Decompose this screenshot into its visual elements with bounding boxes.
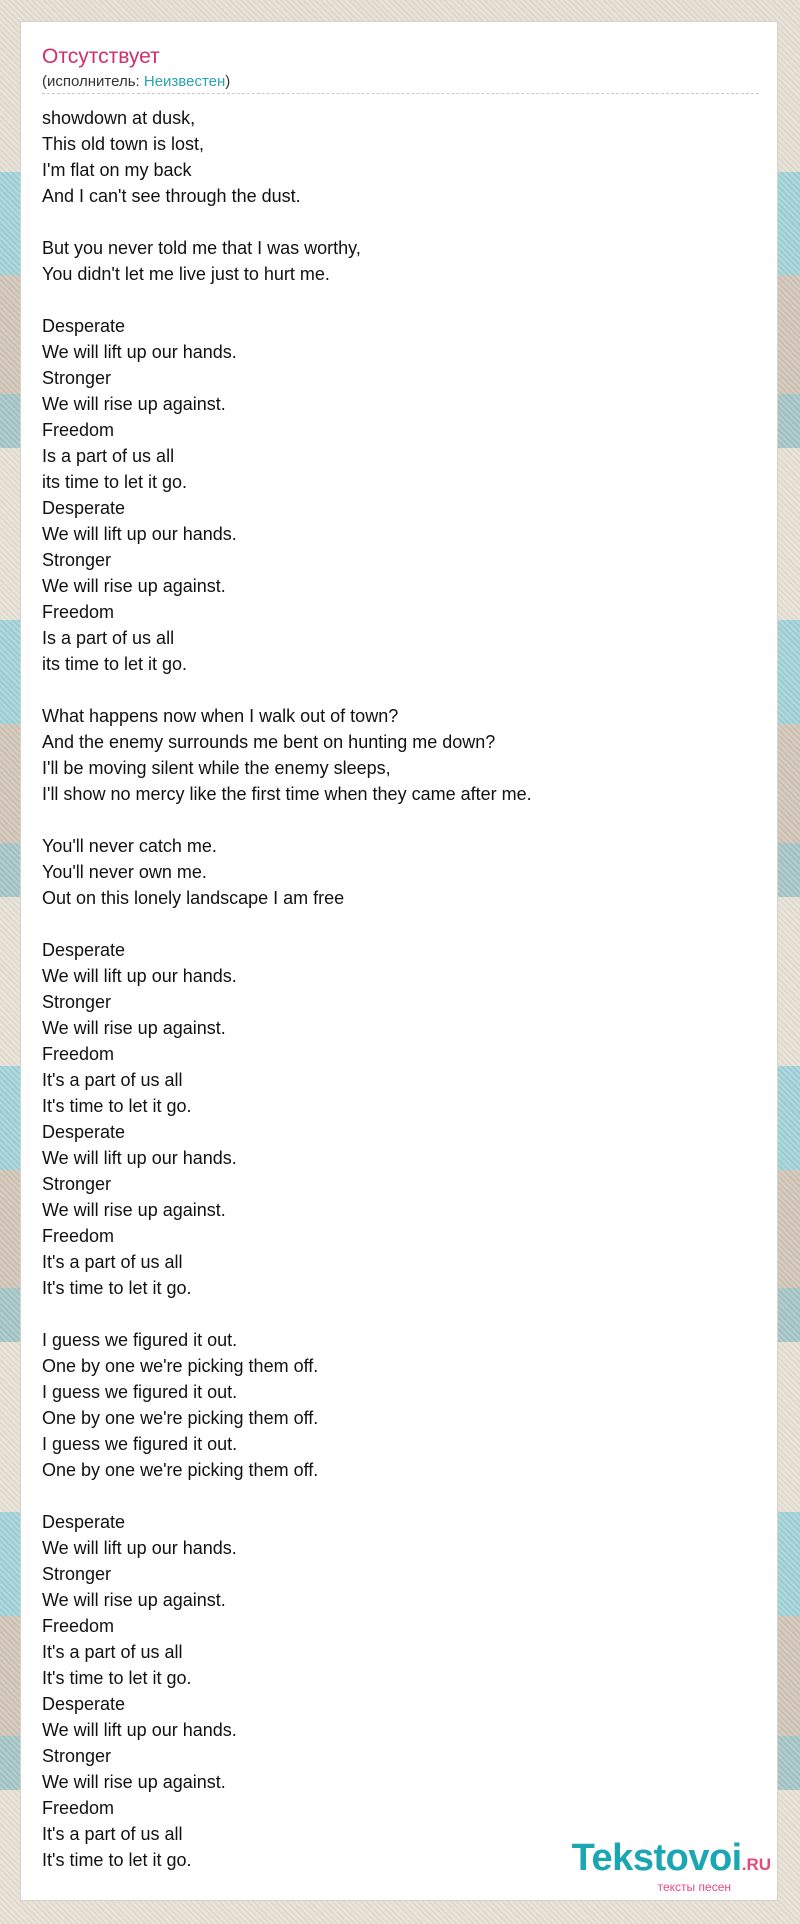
logo-tld: .RU bbox=[741, 1855, 771, 1874]
lyrics-card bbox=[20, 21, 778, 1901]
lyrics-text: showdown at dusk, This old town is lost, I'm flat on my back And I can't see through the dust. But you never told me that I was worthy, You didn't let me live just to hurt me. Desperate We will lift up our hands. Stronger We will rise up against. Freedom Is a part of us all its time to let it go. Desperate We will lift up our hands. Stronger We will rise up against. Freedom Is a part of us all its time to let it go. What happens now when I walk out of town? And the enemy surrounds me bent on hunting me down? I'll be moving silent while the enemy sleeps, I'll show no mercy like the first time when they came after me. You'll never catch me. You'll never own me. Out on this lonely landscape I am free Desperate We will lift up our hands. Stronger We will rise up against. Freedom It's a part of us all It's time to let it go. Desperate We will lift up our hands. Stronger We will rise up against. Freedom It's a part of us all It's time to let it go. I guess we figured it out. One by one we're picking them off. I guess we figured it out. One by one we're picking them off. I guess we figured it out. One by one we're picking them off. Desperate We will lift up our hands. Stronger We will rise up against. Freedom It's a part of us all It's time to let it go. Desperate We will lift up our hands. Stronger We will rise up against. Freedom It's a part of us all It's time to let it go. bbox=[42, 108, 532, 1870]
site-logo[interactable] bbox=[572, 1839, 771, 1894]
artist-line bbox=[42, 73, 230, 91]
logo-name: Tekstovoi bbox=[571, 1837, 742, 1879]
song-title: Отсутствует bbox=[42, 45, 160, 68]
title-divider bbox=[42, 93, 759, 94]
artist-prefix: (исполнитель: bbox=[42, 73, 144, 90]
logo-tagline: тексты песен bbox=[657, 1880, 731, 1894]
logo-wordmark bbox=[572, 1839, 771, 1884]
artist-suffix: ) bbox=[225, 73, 231, 90]
artist-link[interactable]: Неизвестен bbox=[143, 73, 226, 90]
